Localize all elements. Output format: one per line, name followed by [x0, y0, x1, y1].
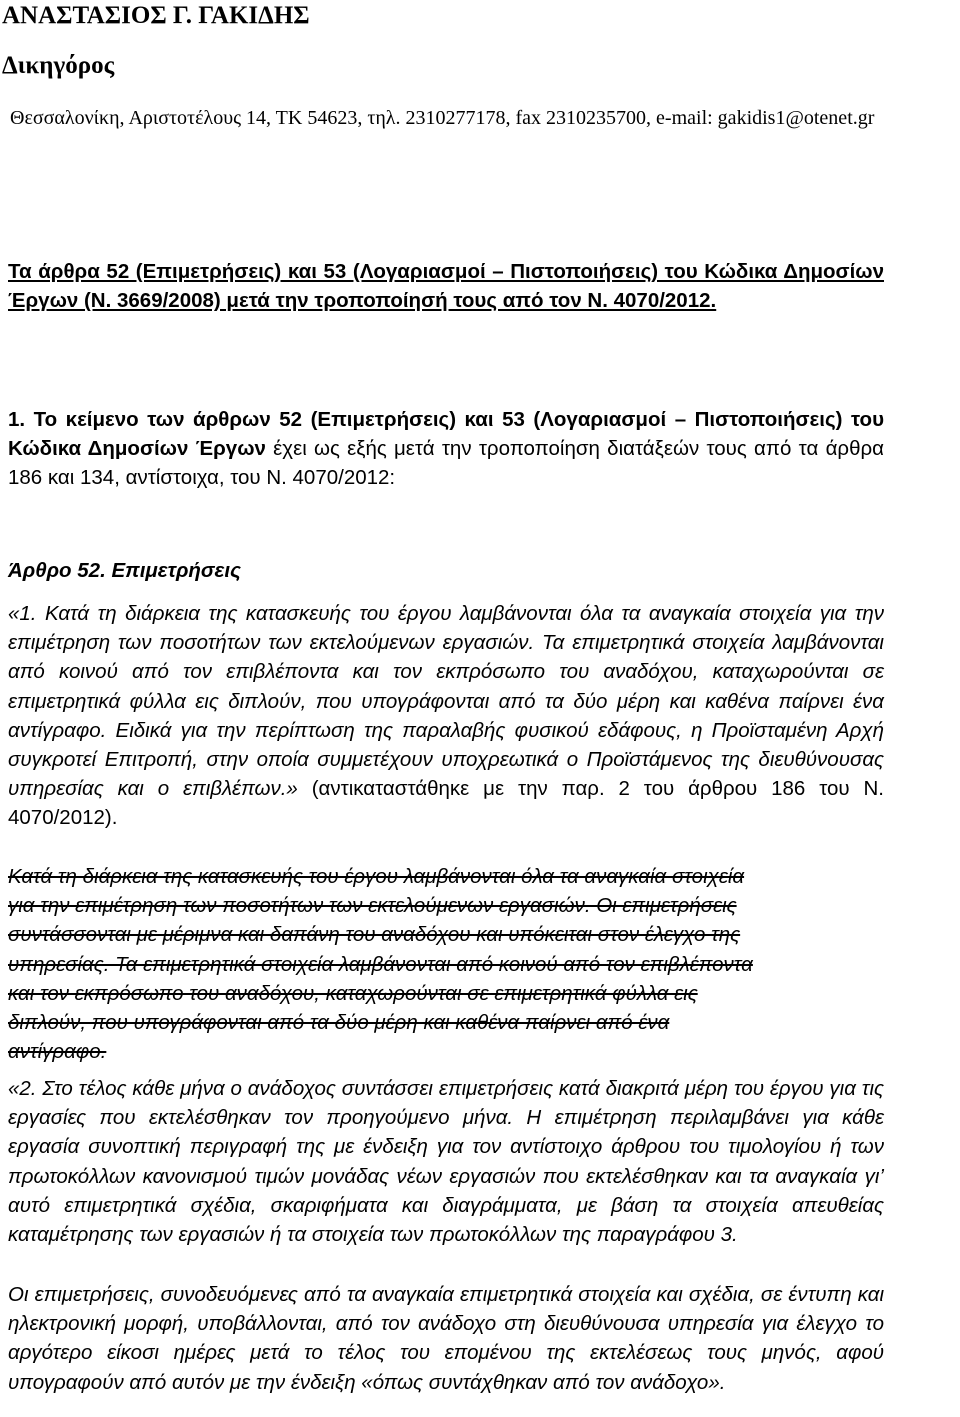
paragraph-3: Οι επιμετρήσεις, συνοδευόμενες από τα αναγκαία επιμετρητικά στοιχεία και σχέδια, σε έντυπη και ηλεκτρονική μορφή, υποβάλλονται, από τον ανάδοχο στη διευθύνουσα υπηρεσία για έλεγχο το αργότερο είκοσι ημέρες μετά το τέλος του επομένου της εκτελέσεως τους μηνός, αφού υπογραφούν από αυτόν με την ένδειξη «όπως συντάχθηκαν από τον ανάδοχο».	[8, 1283, 884, 1394]
struck-line: και τον εκπρόσωπο του αναδόχου, καταχωρούνται σε επιμετρητικά φύλλα εις	[8, 981, 698, 1005]
struck-line: για την επιμέτρηση των ποσοτήτων των εκτελούμενων εργασιών. Οι επιμετρήσεις	[8, 894, 737, 918]
section-1-paragraph	[8, 405, 884, 493]
struck-line: υπηρεσίας. Τα επιμετρητικά στοιχεία λαμβάνονται από κοινού από τον επιβλέποντα	[8, 952, 753, 976]
paragraph-2: «2. Στο τέλος κάθε μήνα ο ανάδοχος συντάσσει επιμετρήσεις κατά διακριτά μέρη του έργου για τις εργασίες που εκτελέσθηκαν τον προηγούμενο μήνα. Η επιμέτρηση περιλαμβάνει για κάθε εργασία συνοπτική περιγραφή της με ένδειξη για τον αντίστοιχο άρθρου του τιμολογίου ή των πρωτοκόλλων κανονισμού τιμών μονάδας νέων εργασιών που εκτελέσθηκαν και τα αναγκαία γι’ αυτό επιμετρητικά σχέδια, σκαριφήματα και διαγράμματα, με βάση τα στοιχεία απευθείας καταμέτρησης των εργασιών ή τα στοιχεία των πρωτοκόλλων της παραγράφου 3.	[8, 1077, 884, 1247]
section-1-lead: 1. Το κείμενο των άρθρων 52 (Επιμετρήσεις) και 53 (Λογαριασμοί – Πιστοποιήσεις) του Κώδικα Δημοσίων Έργων	[8, 408, 884, 461]
section-1-rest: έχει ως εξής μετά την τροποποίηση διατάξεών τους από τα άρθρα 186 και 134, αντίστοιχα, του Ν. 4070/2012:	[8, 437, 884, 490]
main-heading-text: Τα άρθρα 52 (Επιμετρήσεις) και 53 (Λογαριασμοί – Πιστοποιήσεις) του Κώδικα Δημοσίων Έργων (Ν. 3669/2008) μετά την τροποποίησή τους από τον Ν. 4070/2012.	[8, 260, 884, 313]
paragraph-1	[8, 599, 884, 833]
struck-line: Κατά τη διάρκεια της κατασκευής του έργου λαμβάνονται όλα τα αναγκαία στοιχεία	[8, 865, 745, 888]
paragraph-1-text: «1. Κατά τη διάρκεια της κατασκευής του έργου λαμβάνονται όλα τα αναγκαία στοιχεία για την επιμέτρηση των ποσοτήτων των εκτελούμενων εργασιών. Τα επιμετρητικά στοιχεία λαμβάνονται από κοινού από τον επιβλέποντα και τον εκπρόσωπο του αναδόχου, καταχωρούνται σε επιμετρητικά φύλλα εις διπλούν, που υπογράφονται από τα δύο μέρη και καθένα παίρνει ένα αντίγραφο. Ειδικά για την περίπτωση της παραλαβής φυσικού εδάφους, η Προϊσταμένη Αρχή συγκροτεί Επιτροπή, στην οποία συμμετέχουν υποχρεωτικά ο Προϊστάμενος της διευθύνουσας υπηρεσίας και ο επιβλέπων.»	[8, 602, 884, 801]
article-52-heading: Άρθρο 52. Επιμετρήσεις	[8, 559, 241, 582]
struck-line: διπλούν, που υπογράφονται από τα δύο μέρη και καθένα παίρνει από ένα	[8, 1011, 670, 1035]
struck-line: συντάσσονται με μέριμνα και δαπάνη του αναδόχου και υπόκειται στον έλεγχο της	[8, 923, 741, 947]
author-title: Δικηγόρος	[2, 52, 115, 79]
contact-line: Θεσσαλονίκη, Αριστοτέλους 14, ΤΚ 54623, τηλ. 2310277178, fax 2310235700, e-mail: gakidis1@otenet.gr	[10, 107, 875, 129]
struck-paragraph	[8, 862, 884, 1066]
author-name: ΑΝΑΣΤΑΣΙΟΣ Γ. ΓΑΚΙΔΗΣ	[2, 2, 310, 29]
struck-line: αντίγραφο.	[8, 1040, 107, 1064]
paragraph-1-note: (αντικαταστάθηκε με την παρ. 2 του άρθρου 186 του Ν. 4070/2012).	[8, 777, 884, 830]
main-heading	[8, 257, 884, 315]
